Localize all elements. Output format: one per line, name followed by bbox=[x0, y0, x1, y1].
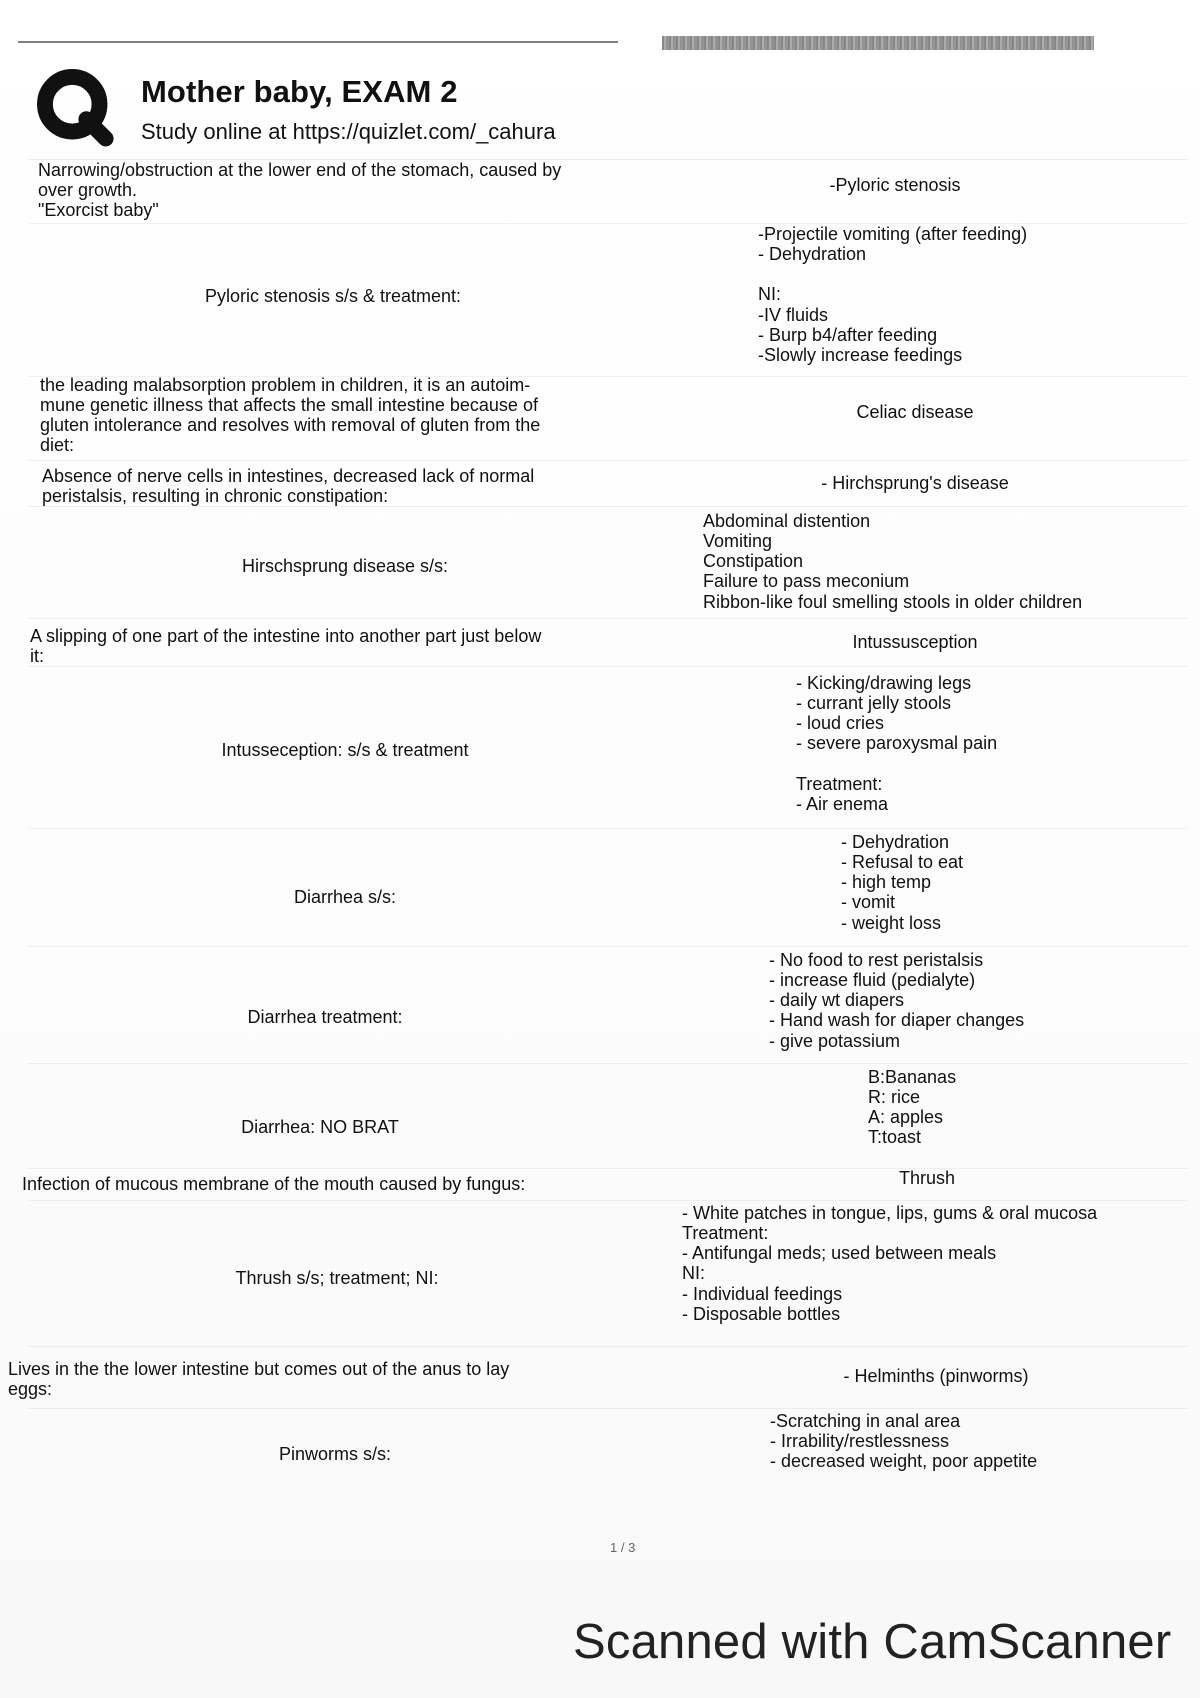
camscanner-watermark: Scanned with CamScanner bbox=[573, 1615, 1172, 1669]
card-10-right: B:Bananas R: rice A: apples T:toast bbox=[868, 1067, 957, 1148]
card-7-right: - Kicking/drawing legs - currant jelly stools - loud cries - severe paroxysmal pain Treatment: - Air enema bbox=[796, 673, 998, 814]
card-14-right: -Scratching in anal area - Irrability/restlessness - decreased weight, poor appetite bbox=[770, 1411, 1038, 1472]
row-divider-5 bbox=[28, 618, 1188, 619]
card-9-right: - No food to rest peristalsis - increase fluid (pedialyte) - daily wt diapers - Hand wash for diaper changes - give potassium bbox=[769, 950, 1025, 1051]
quizlet-logo-icon bbox=[30, 62, 118, 150]
card-9-left: Diarrhea treatment: bbox=[247, 1007, 403, 1027]
page-title: Mother baby, EXAM 2 bbox=[141, 74, 458, 109]
card-5-right: Abdominal distention Vomiting Constipation Failure to pass meconium Ribbon-like foul smelling stools in older children bbox=[703, 511, 1083, 612]
card-12-left: Thrush s/s; treatment; NI: bbox=[235, 1268, 439, 1288]
card-2-right: -Projectile vomiting (after feeding) - Dehydration NI: -IV fluids - Burp b4/after feeding -Slowly increase feedings bbox=[758, 224, 1028, 365]
card-1-left: Narrowing/obstruction at the lower end of the stomach, caused by over growth. "Exorcist baby" bbox=[38, 160, 562, 221]
row-divider-6 bbox=[28, 666, 1188, 667]
card-8-right: - Dehydration - Refusal to eat - high temp - vomit - weight loss bbox=[841, 832, 964, 933]
card-13-left: Lives in the the lower intestine but comes out of the anus to lay eggs: bbox=[8, 1359, 510, 1400]
card-4-left: Absence of nerve cells in intestines, decreased lack of normal peristalsis, resulting in chronic constipation: bbox=[42, 466, 535, 507]
card-6-left: A slipping of one part of the intestine into another part just below it: bbox=[30, 626, 542, 667]
study-link-text: Study online at https://quizlet.com/_cahura bbox=[141, 119, 556, 144]
card-6-right: Intussusception bbox=[852, 632, 978, 652]
row-divider-11 bbox=[28, 1200, 1188, 1201]
document-header bbox=[30, 58, 790, 154]
row-divider-9 bbox=[28, 1063, 1188, 1064]
card-1-right: -Pyloric stenosis bbox=[829, 175, 961, 195]
row-divider-3 bbox=[28, 460, 1188, 461]
card-7-left: Intusseception: s/s & treatment bbox=[221, 740, 469, 760]
row-divider-7 bbox=[28, 828, 1188, 829]
card-3-left: the leading malabsorption problem in children, it is an autoim- mune genetic illness that affects the small intestine because of gluten intolerance and resolves with removal of gluten from the diet: bbox=[40, 375, 541, 456]
card-14-left: Pinworms s/s: bbox=[278, 1444, 392, 1464]
row-divider-12 bbox=[28, 1346, 1188, 1347]
card-3-right: Celiac disease bbox=[856, 402, 974, 422]
row-divider-8 bbox=[28, 946, 1188, 947]
card-2-left: Pyloric stenosis s/s & treatment: bbox=[204, 286, 462, 306]
card-4-right: - Hirchsprung's disease bbox=[821, 473, 1009, 493]
page-indicator: 1 / 3 bbox=[610, 1540, 636, 1555]
card-10-left: Diarrhea: NO BRAT bbox=[241, 1117, 399, 1137]
card-5-left: Hirschsprung disease s/s: bbox=[241, 556, 449, 576]
card-11-right: Thrush bbox=[898, 1168, 956, 1188]
card-8-left: Diarrhea s/s: bbox=[293, 887, 397, 907]
card-13-right: - Helminths (pinworms) bbox=[843, 1366, 1029, 1386]
row-divider-4 bbox=[28, 506, 1188, 507]
card-12-right: - White patches in tongue, lips, gums & oral mucosa Treatment: - Antifungal meds; used between meals NI: - Individual feedings - Disposable bottles bbox=[682, 1203, 1098, 1324]
top-rule bbox=[18, 41, 618, 43]
top-rule-right bbox=[662, 36, 1094, 50]
row-divider-13 bbox=[28, 1408, 1188, 1409]
card-11-left: Infection of mucous membrane of the mouth caused by fungus: bbox=[22, 1174, 526, 1194]
